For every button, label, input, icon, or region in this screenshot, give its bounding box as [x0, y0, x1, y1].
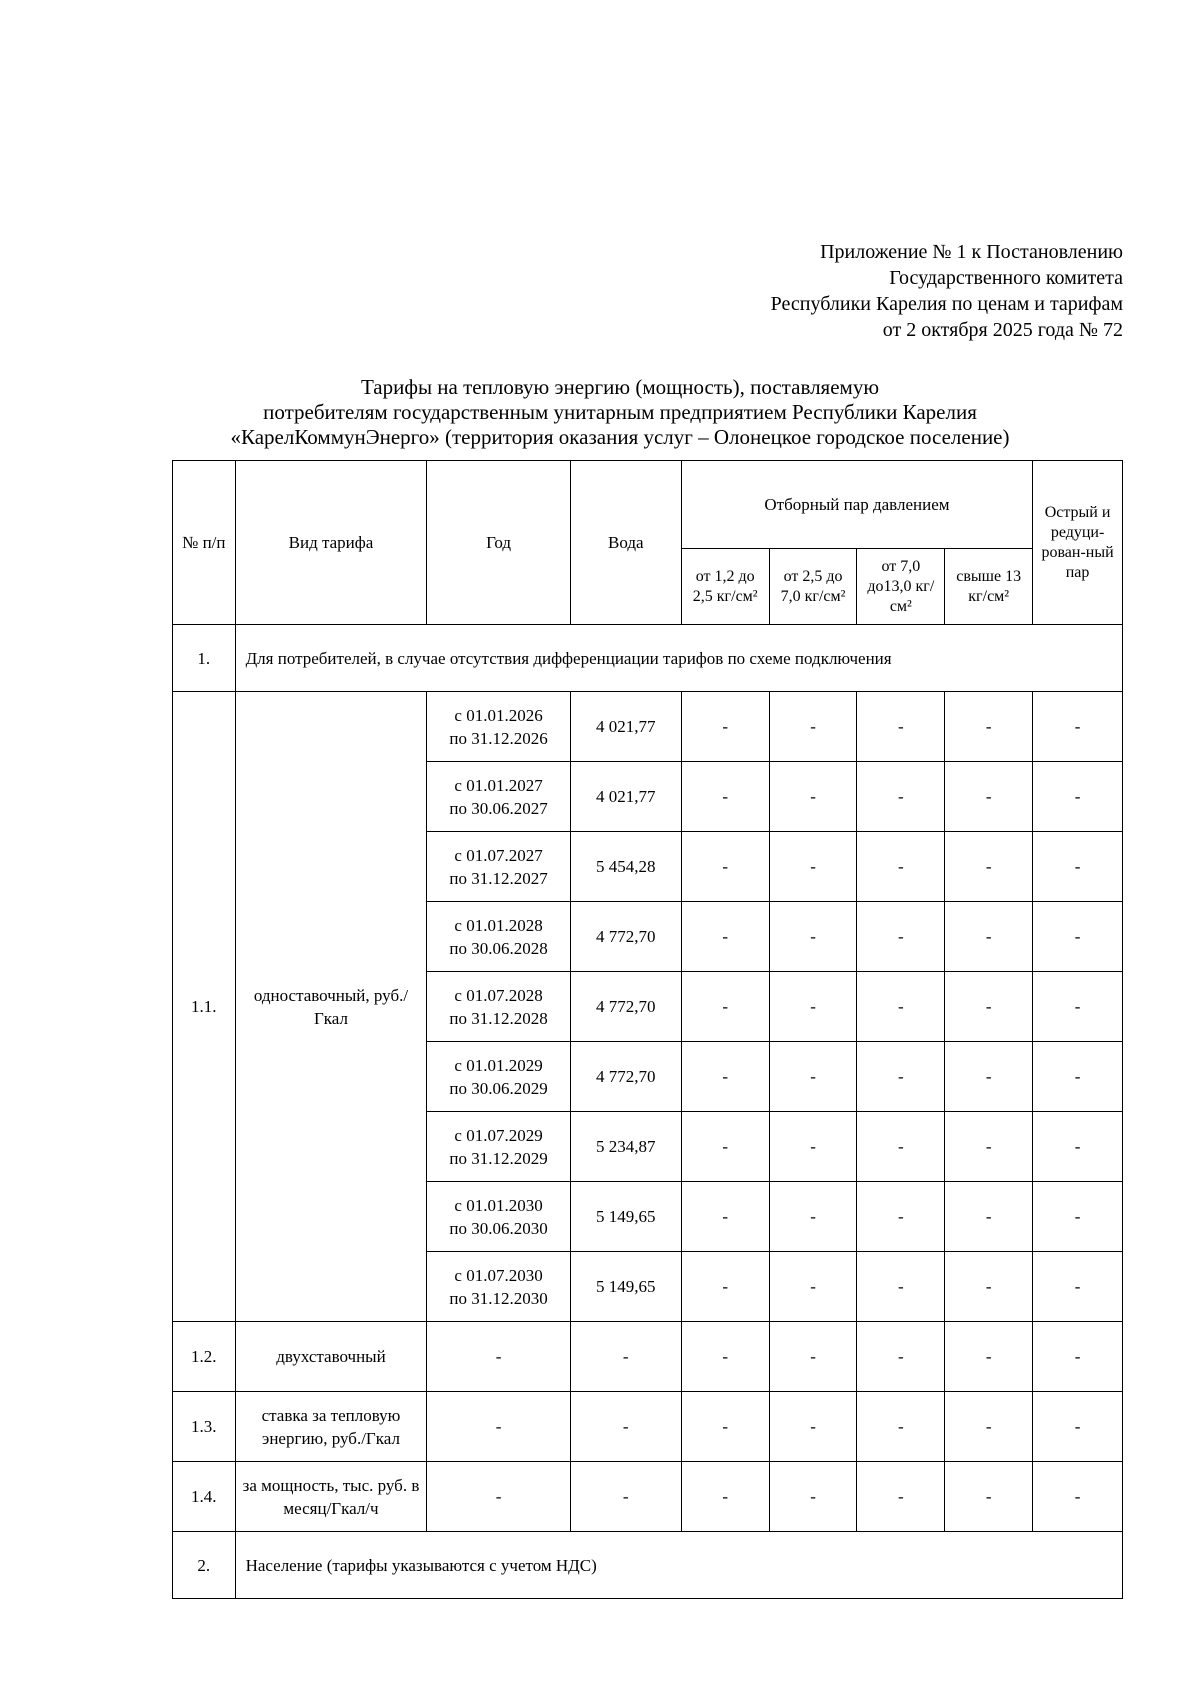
- row-empty-value: -: [769, 832, 857, 902]
- appendix-line: Приложение № 1 к Постановлению: [820, 241, 1123, 263]
- row-empty-value: -: [857, 1322, 945, 1392]
- row-water-value: 5 149,65: [570, 1182, 681, 1252]
- appendix-line: Государственного комитета: [889, 267, 1123, 289]
- row-empty-value: -: [945, 1322, 1033, 1392]
- row-empty-value: -: [857, 1392, 945, 1462]
- section-num: 1.: [173, 625, 236, 692]
- row-num: 1.2.: [173, 1322, 236, 1392]
- row-empty-value: -: [570, 1322, 681, 1392]
- section-text: Для потребителей, в случае отсутствия дифференциации тарифов по схеме подключения: [235, 625, 1122, 692]
- row-empty-value: -: [945, 762, 1033, 832]
- row-empty-value: -: [945, 1112, 1033, 1182]
- row-empty-value: -: [857, 1252, 945, 1322]
- period-to: по 31.12.2027: [449, 868, 548, 888]
- row-period: [427, 1112, 570, 1182]
- row-empty-value: -: [857, 762, 945, 832]
- period-to: по 30.06.2028: [449, 938, 548, 958]
- row-empty-value: -: [769, 1182, 857, 1252]
- row-empty-value: -: [681, 1322, 769, 1392]
- row-empty-value: -: [1033, 1112, 1123, 1182]
- table-row: [173, 692, 1123, 762]
- row-empty-value: -: [769, 762, 857, 832]
- row-empty-value: -: [1033, 902, 1123, 972]
- header-steam-group: Отборный пар давлением: [681, 461, 1032, 549]
- row-water-value: 4 772,70: [570, 972, 681, 1042]
- row-empty-value: -: [857, 832, 945, 902]
- header-steam-3: от 7,0 до13,0 кг/см²: [857, 549, 945, 625]
- row-empty-value: -: [681, 1462, 769, 1532]
- section-text: Население (тарифы указываются с учетом НДС): [235, 1532, 1122, 1599]
- period-from: с 01.01.2026: [454, 705, 543, 725]
- period-to: по 30.06.2030: [449, 1218, 548, 1238]
- row-empty-value: -: [769, 1112, 857, 1182]
- period-from: с 01.07.2029: [454, 1125, 543, 1145]
- period-to: по 30.06.2027: [449, 798, 548, 818]
- section-row: [173, 1532, 1123, 1599]
- row-water-value: 5 454,28: [570, 832, 681, 902]
- row-empty-value: -: [769, 1252, 857, 1322]
- period-from: с 01.01.2029: [454, 1055, 543, 1075]
- period-from: с 01.01.2030: [454, 1195, 543, 1215]
- period-from: с 01.01.2027: [454, 775, 543, 795]
- document-title: [120, 375, 1120, 450]
- period-to: по 31.12.2029: [449, 1148, 548, 1168]
- row-empty-value: -: [570, 1462, 681, 1532]
- row-empty-value: -: [681, 832, 769, 902]
- row-empty-value: -: [681, 972, 769, 1042]
- row-num: 1.4.: [173, 1462, 236, 1532]
- row-empty-value: -: [945, 902, 1033, 972]
- row-empty-value: -: [857, 692, 945, 762]
- title-line: Тарифы на тепловую энергию (мощность), поставляемую: [360, 375, 880, 399]
- row-period: [427, 762, 570, 832]
- row-empty-value: -: [945, 1252, 1033, 1322]
- row-empty-value: -: [570, 1392, 681, 1462]
- row-empty-value: -: [681, 1182, 769, 1252]
- period-to: по 31.12.2030: [449, 1288, 548, 1308]
- table-row: [173, 1392, 1123, 1462]
- row-empty-value: -: [945, 972, 1033, 1042]
- row-tariff-type: двухставочный: [235, 1322, 427, 1392]
- row-empty-value: -: [1033, 1322, 1123, 1392]
- row-empty-value: -: [857, 1182, 945, 1252]
- title-line: «КарелКоммунЭнерго» (территория оказания услуг – Олонецкое городское поселение): [230, 425, 1010, 449]
- row-empty-value: -: [945, 1392, 1033, 1462]
- table-row: [173, 1322, 1123, 1392]
- row-empty-value: -: [857, 1042, 945, 1112]
- row-period: [427, 692, 570, 762]
- row-empty-value: -: [681, 1112, 769, 1182]
- row-empty-value: -: [681, 1252, 769, 1322]
- row-empty-value: -: [681, 1042, 769, 1112]
- row-empty-value: -: [1033, 1392, 1123, 1462]
- header-tariff-type: Вид тарифа: [235, 461, 427, 625]
- header-steam-4: свыше 13 кг/см²: [945, 549, 1033, 625]
- row-empty-value: -: [1033, 972, 1123, 1042]
- row-empty-value: -: [945, 1042, 1033, 1112]
- row-num: 1.1.: [173, 692, 236, 1322]
- period-to: по 30.06.2029: [449, 1078, 548, 1098]
- row-water-value: 4 021,77: [570, 762, 681, 832]
- row-period: [427, 1182, 570, 1252]
- header-year: Год: [427, 461, 570, 625]
- row-empty-value: -: [681, 1392, 769, 1462]
- row-empty-value: -: [1033, 1042, 1123, 1112]
- row-period: [427, 902, 570, 972]
- row-empty-value: -: [769, 902, 857, 972]
- header-water: Вода: [570, 461, 681, 625]
- header-sharp-steam: Острый и редуци-рован-ный пар: [1033, 461, 1123, 625]
- row-num: 1.3.: [173, 1392, 236, 1462]
- row-empty-value: -: [1033, 1182, 1123, 1252]
- row-empty-value: -: [1033, 1462, 1123, 1532]
- row-tariff-type: одноставочный, руб./Гкал: [235, 692, 427, 1322]
- row-water-value: 5 149,65: [570, 1252, 681, 1322]
- row-empty-value: -: [945, 1462, 1033, 1532]
- appendix-reference: [771, 239, 1123, 343]
- period-from: с 01.07.2030: [454, 1265, 543, 1285]
- period-from: с 01.01.2028: [454, 915, 543, 935]
- row-empty-value: -: [1033, 692, 1123, 762]
- row-empty-value: -: [769, 972, 857, 1042]
- row-empty-value: -: [769, 1392, 857, 1462]
- appendix-line: Республики Карелия по ценам и тарифам: [770, 293, 1123, 315]
- appendix-line: от 2 октября 2025 года № 72: [882, 319, 1123, 341]
- row-empty-value: -: [1033, 1252, 1123, 1322]
- row-water-value: 5 234,87: [570, 1112, 681, 1182]
- table-row: [173, 1462, 1123, 1532]
- tariffs-table: [172, 460, 1123, 1599]
- row-empty-value: -: [681, 762, 769, 832]
- header-num: № п/п: [173, 461, 236, 625]
- row-empty-value: -: [945, 832, 1033, 902]
- header-steam-2: от 2,5 до 7,0 кг/см²: [769, 549, 857, 625]
- row-empty-value: -: [1033, 762, 1123, 832]
- row-tariff-type: за мощность, тыс. руб. в месяц/Гкал/ч: [235, 1462, 427, 1532]
- row-water-value: 4 772,70: [570, 1042, 681, 1112]
- section-num: 2.: [173, 1532, 236, 1599]
- row-empty-value: -: [769, 1042, 857, 1112]
- row-period: [427, 832, 570, 902]
- row-empty-value: -: [857, 1112, 945, 1182]
- row-empty-value: -: [945, 1182, 1033, 1252]
- title-line: потребителям государственным унитарным предприятием Республики Карелия: [263, 400, 977, 424]
- row-empty-value: -: [769, 692, 857, 762]
- row-empty-value: -: [857, 972, 945, 1042]
- row-empty-value: -: [945, 692, 1033, 762]
- row-empty-value: -: [857, 1462, 945, 1532]
- period-to: по 31.12.2026: [449, 728, 548, 748]
- row-period: [427, 972, 570, 1042]
- row-period: [427, 1252, 570, 1322]
- row-empty-value: -: [681, 902, 769, 972]
- period-to: по 31.12.2028: [449, 1008, 548, 1028]
- row-empty-value: -: [427, 1392, 570, 1462]
- row-empty-value: -: [427, 1322, 570, 1392]
- header-steam-1: от 1,2 до 2,5 кг/см²: [681, 549, 769, 625]
- row-empty-value: -: [681, 692, 769, 762]
- row-water-value: 4 772,70: [570, 902, 681, 972]
- period-from: с 01.07.2027: [454, 845, 543, 865]
- row-empty-value: -: [427, 1462, 570, 1532]
- row-tariff-type: ставка за тепловую энергию, руб./Гкал: [235, 1392, 427, 1462]
- period-from: с 01.07.2028: [454, 985, 543, 1005]
- row-period: [427, 1042, 570, 1112]
- row-empty-value: -: [769, 1322, 857, 1392]
- section-row: [173, 625, 1123, 692]
- row-empty-value: -: [769, 1462, 857, 1532]
- row-water-value: 4 021,77: [570, 692, 681, 762]
- row-empty-value: -: [857, 902, 945, 972]
- row-empty-value: -: [1033, 832, 1123, 902]
